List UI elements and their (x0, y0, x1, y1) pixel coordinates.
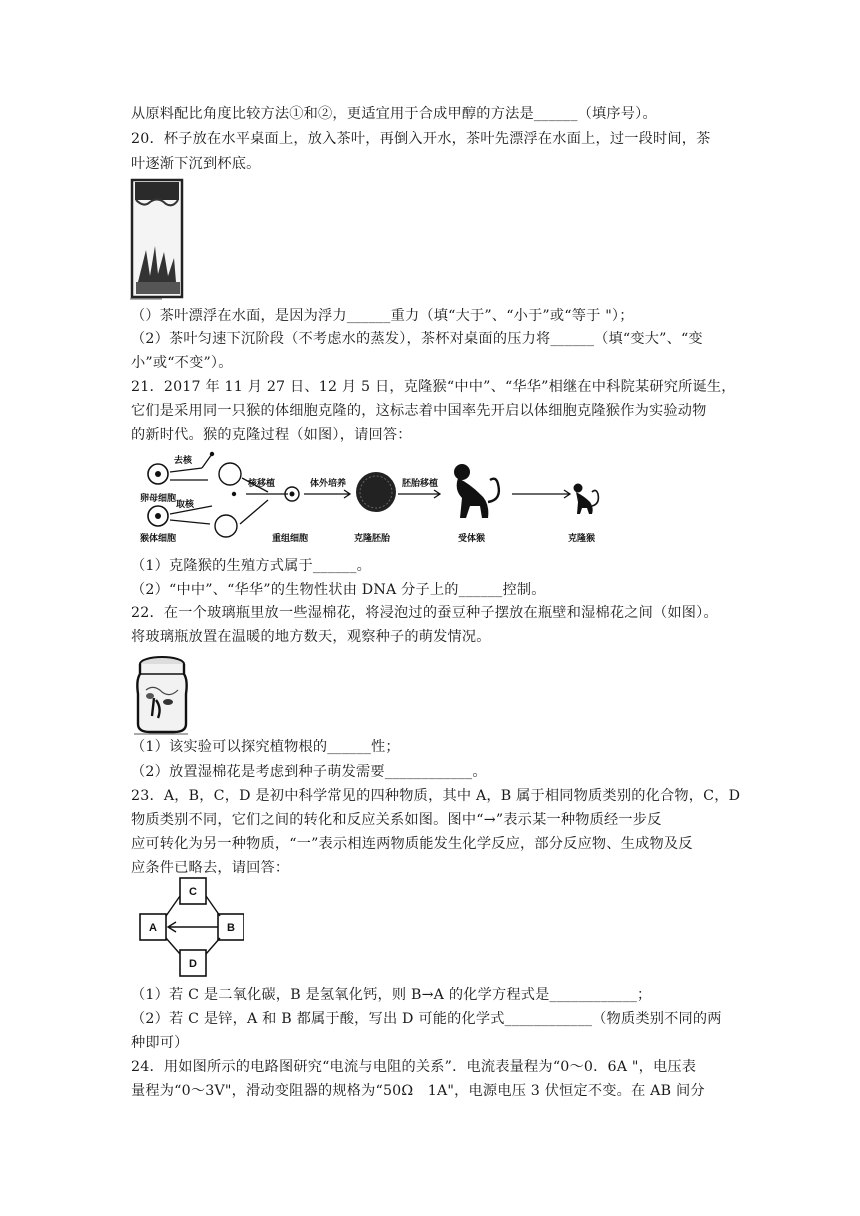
label-body-cell: 猴体细胞 (140, 533, 177, 543)
label-take-nucleus: 取核 (176, 499, 195, 509)
substance-relation-diagram (136, 874, 244, 978)
label-embryo-transfer: 胚胎移植 (402, 478, 439, 488)
label-culture: 体外培养 (310, 478, 347, 488)
q20-stem-line-2: 叶逐渐下沉到杯底。 (131, 156, 261, 172)
label-recombined-cell: 重组细胞 (272, 533, 309, 543)
q23-sub-2-line-1: （2）若 C 是锌，A 和 B 都属于酸，写出 D 可能的化学式____________（物质类别不同的两 (131, 1011, 722, 1027)
recipient-monkey-icon (454, 464, 499, 518)
monkey-cloning-diagram (140, 450, 610, 550)
label-recipient: 受体猴 (458, 533, 486, 543)
node-d-label: D (189, 958, 197, 970)
label-cloned-embryo: 克隆胚胎 (354, 533, 391, 543)
q23-stem-line-3: 应可转化为另一种物质，“一”表示相连两物质能发生化学反应，部分反应物、生成物及反 (131, 836, 693, 852)
q20-sub-1: （）茶叶漂浮在水面，是因为浮力______重力（填“大于”、“小于”或“等于 "）； (131, 308, 634, 324)
tea-cup-figure (128, 178, 188, 302)
node-a-label: A (149, 922, 157, 934)
q22-stem-line-2: 将玻璃瓶放置在温暖的地方数天，观察种子的萌发情况。 (131, 629, 491, 645)
q22-sub-1: （1）该实验可以探究植物根的______性； (131, 739, 400, 755)
q23-stem-line-2: 物质类别不同，它们之间的转化和反应关系如图。图中“→”表示某一种物质经一步反 (131, 812, 662, 828)
q23-sub-2-line-2: 种即可） (131, 1035, 189, 1051)
q20-stem-line-1: 20．杯子放在水平桌面上，放入茶叶，再倒入开水，茶叶先漂浮在水面上，过一段时间，茶 (131, 131, 711, 147)
clone-monkey-icon (574, 484, 599, 515)
q21-sub-1: （1）克隆猴的生殖方式属于______。 (131, 558, 372, 574)
q24-stem-line-1: 24．用如图所示的电路图研究“电流与电阻的关系”．电流表量程为“0～0．6A "，电压表 (131, 1059, 697, 1075)
q23-sub-1: （1）若 C 是二氧化碳，B 是氢氧化钙，则 B→A 的化学方程式是____________； (131, 987, 652, 1003)
q20-sub-2-line-2: 小”或“不变”）。 (131, 355, 233, 371)
q20-sub-2-line-1: （2）茶叶匀速下沉阶段（不考虑水的蒸发），茶杯对桌面的压力将______（填“变大”、“变 (131, 331, 703, 347)
node-c-label: C (189, 886, 197, 898)
seed-jar-figure (132, 654, 192, 736)
q24-stem-line-2: 量程为“0～3V"，滑动变阻器的规格为“50Ω 1A"，电源电压 3 伏恒定不变。在 AB 间分 (131, 1083, 705, 1099)
q21-stem-line-1: 21．2017 年 11 月 27 日、12 月 5 日，克隆猴“中中”、“华华”相继在中科院某研究所诞生， (131, 379, 736, 395)
q19-tail: 从原料配比角度比较方法①和②，更适宜用于合成甲醇的方法是______（填序号）。 (131, 106, 657, 122)
q23-stem-line-1: 23．A，B，C，D 是初中科学常见的四种物质，其中 A，B 属于相同物质类别的化合物，C，D (131, 788, 741, 804)
label-egg-cell: 卵母细胞 (140, 493, 177, 503)
label-clone: 克隆猴 (568, 533, 596, 543)
label-transfer: 核移植 (248, 478, 276, 488)
label-remove-nucleus: 去核 (174, 455, 193, 465)
q21-sub-2: （2）“中中”、“华华”的生物性状由 DNA 分子上的______控制。 (131, 582, 546, 598)
node-b-label: B (227, 922, 235, 934)
q21-stem-line-2: 它们是采用同一只猴的体细胞克隆的，这标志着中国率先开启以体细胞克隆猴作为实验动物 (131, 403, 707, 419)
q21-stem-line-3: 的新时代。猴的克隆过程（如图），请回答： (131, 427, 412, 443)
q23-stem-line-4: 应条件已略去，请回答： (131, 860, 290, 876)
q22-sub-2: （2）放置湿棉花是考虑到种子萌发需要____________。 (131, 764, 487, 780)
q22-stem-line-1: 22．在一个玻璃瓶里放一些湿棉花，将浸泡过的蚕豆种子摆放在瓶壁和湿棉花之间（如图）。 (131, 605, 718, 621)
